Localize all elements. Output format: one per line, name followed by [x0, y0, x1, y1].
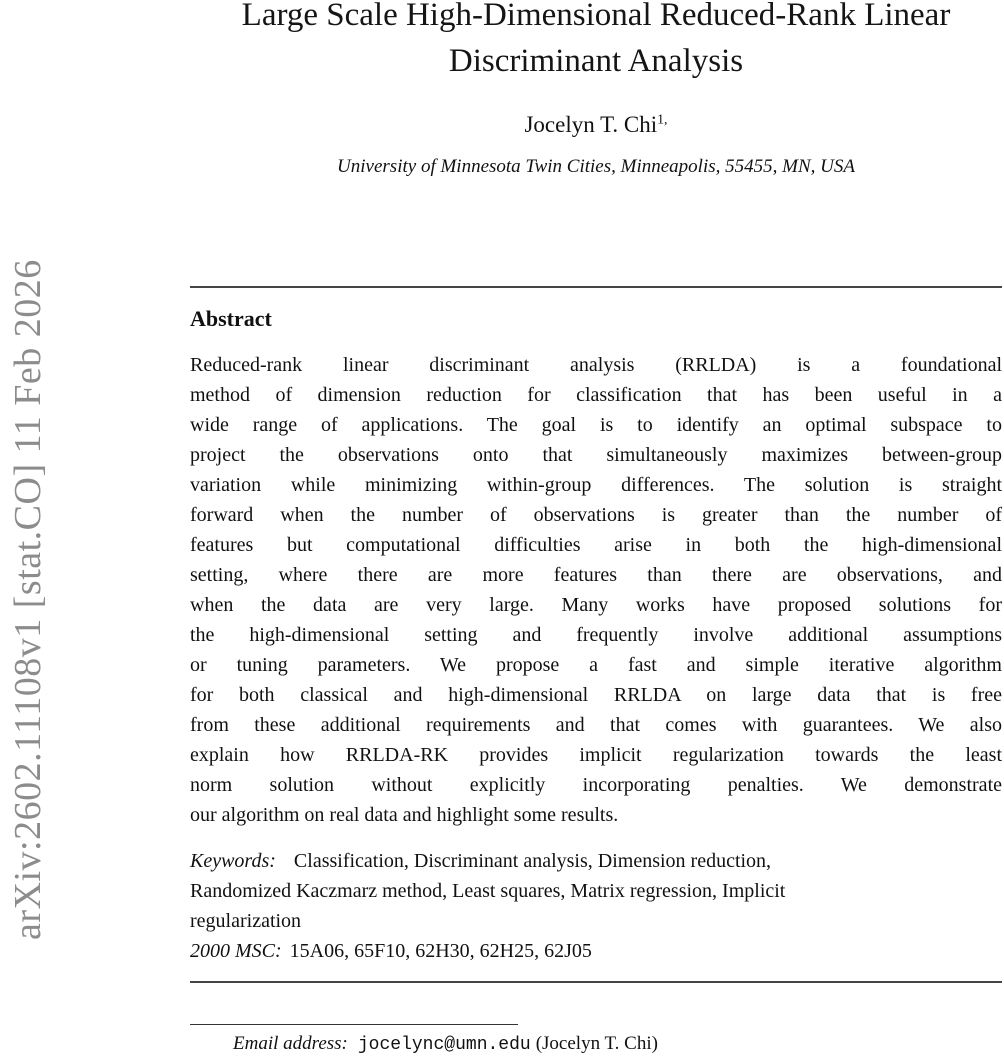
abstract-top-rule — [190, 286, 1002, 288]
abstract-line: explain how RRLDA-RK provides implicit regularization towards the least — [190, 744, 1002, 766]
paper-title-line2: Discriminant Analysis — [448, 43, 744, 79]
keywords-line — [190, 876, 1002, 906]
abstract-line: project the observations onto that simultaneously maximizes between-group — [190, 444, 1002, 466]
abstract-line: the high-dimensional setting and frequently involve additional assumptions — [190, 624, 1002, 646]
abstract-body — [190, 350, 1002, 830]
abstract-line: our algorithm on real data and highlight some results. — [190, 804, 619, 826]
keywords-label: Keywords: — [190, 850, 276, 872]
keywords-text-2: Randomized Kaczmarz method, Least squares, Matrix regression, Implicit — [190, 880, 786, 902]
affiliation: University of Minnesota Twin Cities, Minneapolis, 55455, MN, USA — [337, 156, 855, 177]
footnote-rule — [190, 1024, 518, 1025]
author-footnote-marker: 1, — [657, 111, 668, 127]
abstract-line: Reduced-rank linear discriminant analysis (RRLDA) is a foundational — [190, 354, 1002, 376]
paper-title-line1: Large Scale High-Dimensional Reduced-Rank Linear — [241, 0, 951, 33]
abstract-heading: Abstract — [190, 306, 272, 331]
msc-label: 2000 MSC: — [190, 940, 282, 962]
paper-title — [190, 0, 1002, 84]
keywords-block — [190, 846, 1002, 966]
abstract-line: method of dimension reduction for classification that has been useful in a — [190, 384, 1002, 406]
msc-line — [190, 936, 1002, 966]
msc-values: 15A06, 65F10, 62H30, 62H25, 62J05 — [289, 940, 592, 962]
abstract-line: wide range of applications. The goal is to identify an optimal subspace to — [190, 414, 1002, 436]
abstract-line: from these additional requirements and that comes with guarantees. We also — [190, 714, 1002, 736]
author-name: Jocelyn T. Chi — [524, 112, 658, 137]
keywords-line — [190, 846, 1002, 876]
abstract-line: forward when the number of observations is greater than the number of — [190, 504, 1002, 526]
abstract-line: variation while minimizing within-group differences. The solution is straight — [190, 474, 1002, 496]
keywords-text-1: Classification, Discriminant analysis, Dimension reduction, — [293, 850, 772, 872]
email-author-name: (Jocelyn T. Chi) — [535, 1033, 658, 1054]
author-line — [190, 110, 1002, 140]
abstract-bottom-rule — [190, 981, 1002, 983]
abstract-line: for both classical and high-dimensional RRLDA on large data that is free — [190, 684, 1002, 706]
abstract-line: norm solution without explicitly incorporating penalties. We demonstrate — [190, 774, 1002, 796]
abstract-line: setting, where there are more features than there are observations, and — [190, 564, 1002, 586]
email-address: jocelync@umn.edu — [357, 1035, 531, 1055]
abstract-line: features but computational difficulties arise in both the high-dimensional — [190, 534, 1002, 556]
arxiv-watermark: arXiv:2602.11108v1 [stat.CO] 11 Feb 2026 — [7, 259, 49, 940]
email-label: Email address: — [233, 1033, 348, 1054]
keywords-text-3: regularization — [190, 910, 302, 932]
keywords-line — [190, 906, 1002, 936]
abstract-line: or tuning parameters. We propose a fast and simple iterative algorithm — [190, 654, 1002, 676]
abstract-line: when the data are very large. Many works have proposed solutions for — [190, 594, 1002, 616]
footnote-email-line — [190, 1031, 1004, 1057]
